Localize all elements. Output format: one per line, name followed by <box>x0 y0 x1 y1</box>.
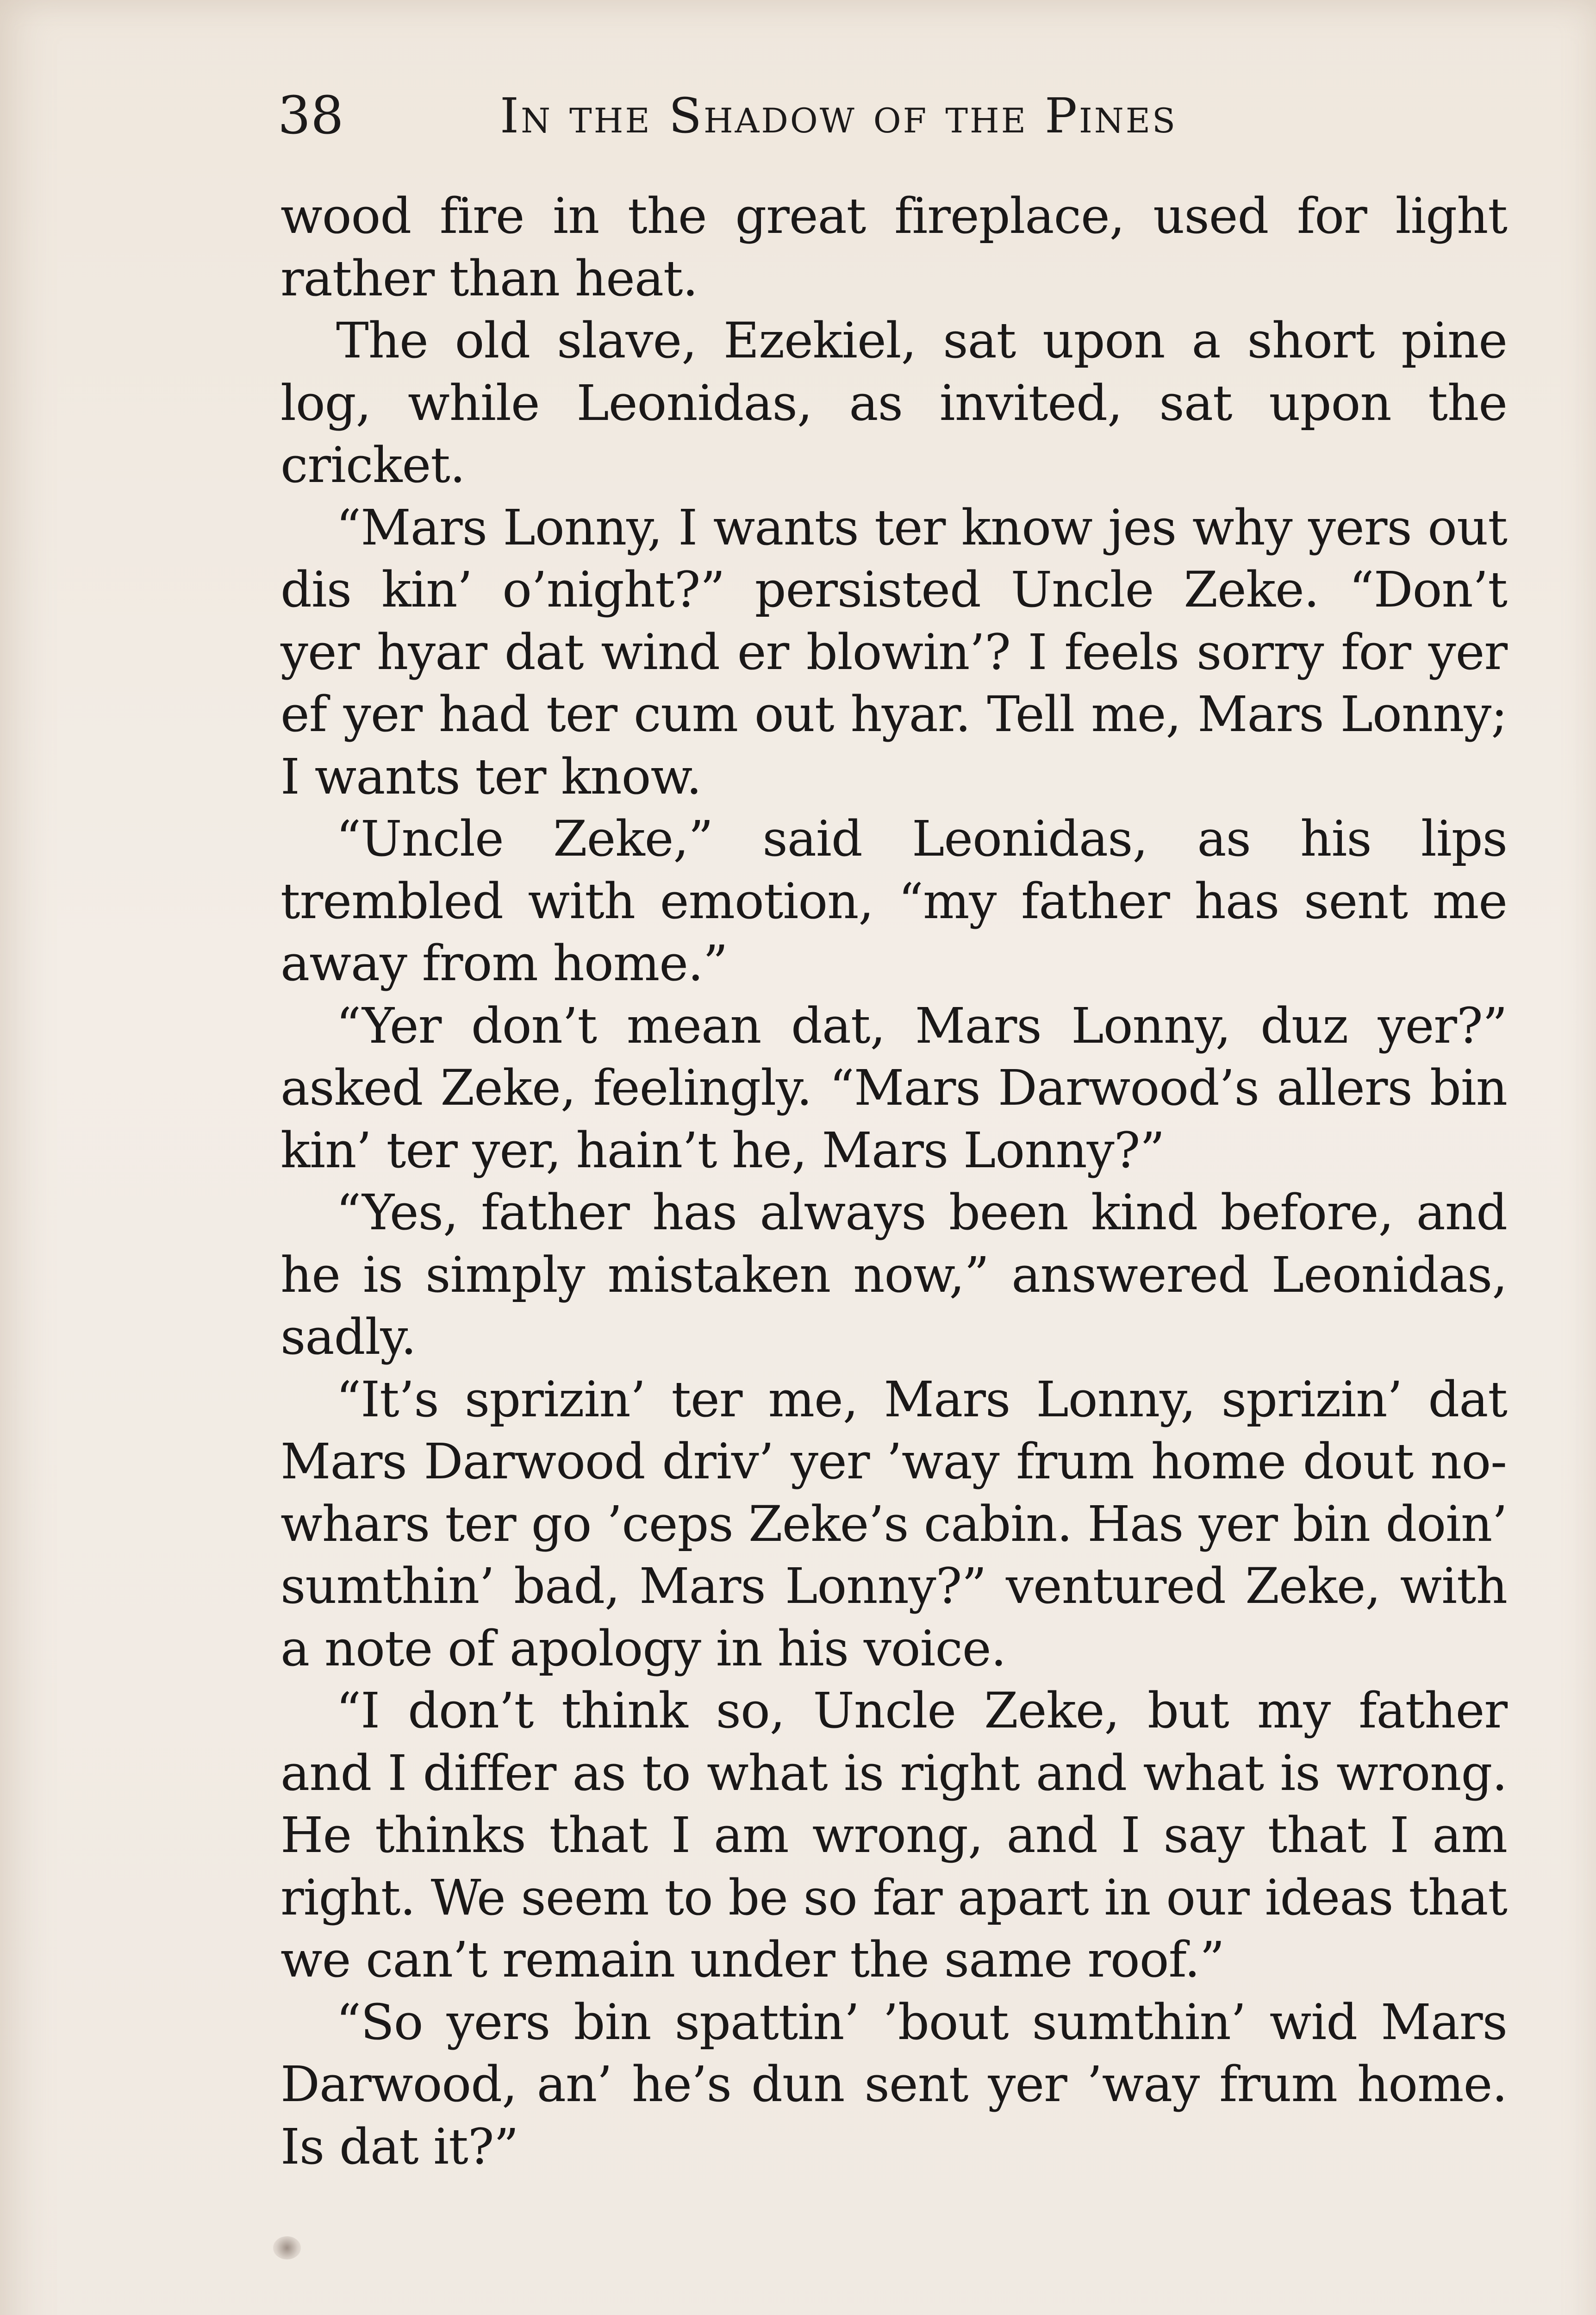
running-head: In the Shadow of the Pines <box>500 88 1178 144</box>
paragraph: “Yes, father has always been kind before, and he is simply mistaken now,” answered Leonidas, sadly. <box>281 1184 1507 1365</box>
paragraph: “It’s sprizin’ ter me, Mars Lonny, sprizin’ dat Mars Darwood driv’ yer ’way frum home dout nowhars ter go ’ceps Zeke’s cabin. Has yer bin doin’ sumthin’ bad, Mars Lonny?” ventured Zeke, with a note of apology in his voice. <box>281 1370 1507 1677</box>
ink-smudge <box>273 2236 301 2259</box>
page-number: 38 <box>278 86 344 146</box>
paragraph: “Uncle Zeke,” said Leonidas, as his lips trembled with emotion, “my father has sent me away from home.” <box>281 810 1507 992</box>
body-text <box>281 185 1507 2178</box>
paragraph: “Mars Lonny, I wants ter know jes why yers out dis kin’ o’night?” persisted Uncle Zeke. “Don’t yer hyar dat wind er blowin’? I feels sorry for yer ef yer had ter cum out hyar. Tell me, Mars Lonny; I wants ter know. <box>281 499 1507 805</box>
paragraph: “Yer don’t mean dat, Mars Lonny, duz yer?” asked Zeke, feelingly. “Mars Darwood’s allers bin kin’ ter yer, hain’t he, Mars Lonny?” <box>281 997 1507 1179</box>
paragraph: wood fire in the great fireplace, used for light rather than heat. <box>281 188 1507 307</box>
paragraph: “I don’t think so, Uncle Zeke, but my father and I differ as to what is right and what is wrong. He thinks that I am wrong, and I say that I am right. We seem to be so far apart in our ideas that we can’t remain under the same roof.” <box>281 1682 1507 1988</box>
paragraph: “So yers bin spattin’ ’bout sumthin’ wid Mars Darwood, an’ he’s dun sent yer ’way frum home. Is dat it?” <box>281 1993 1507 2175</box>
paragraph: The old slave, Ezekiel, sat upon a short pine log, while Leonidas, as invited, sat upon the cricket. <box>281 312 1507 494</box>
page-header <box>278 83 1509 148</box>
